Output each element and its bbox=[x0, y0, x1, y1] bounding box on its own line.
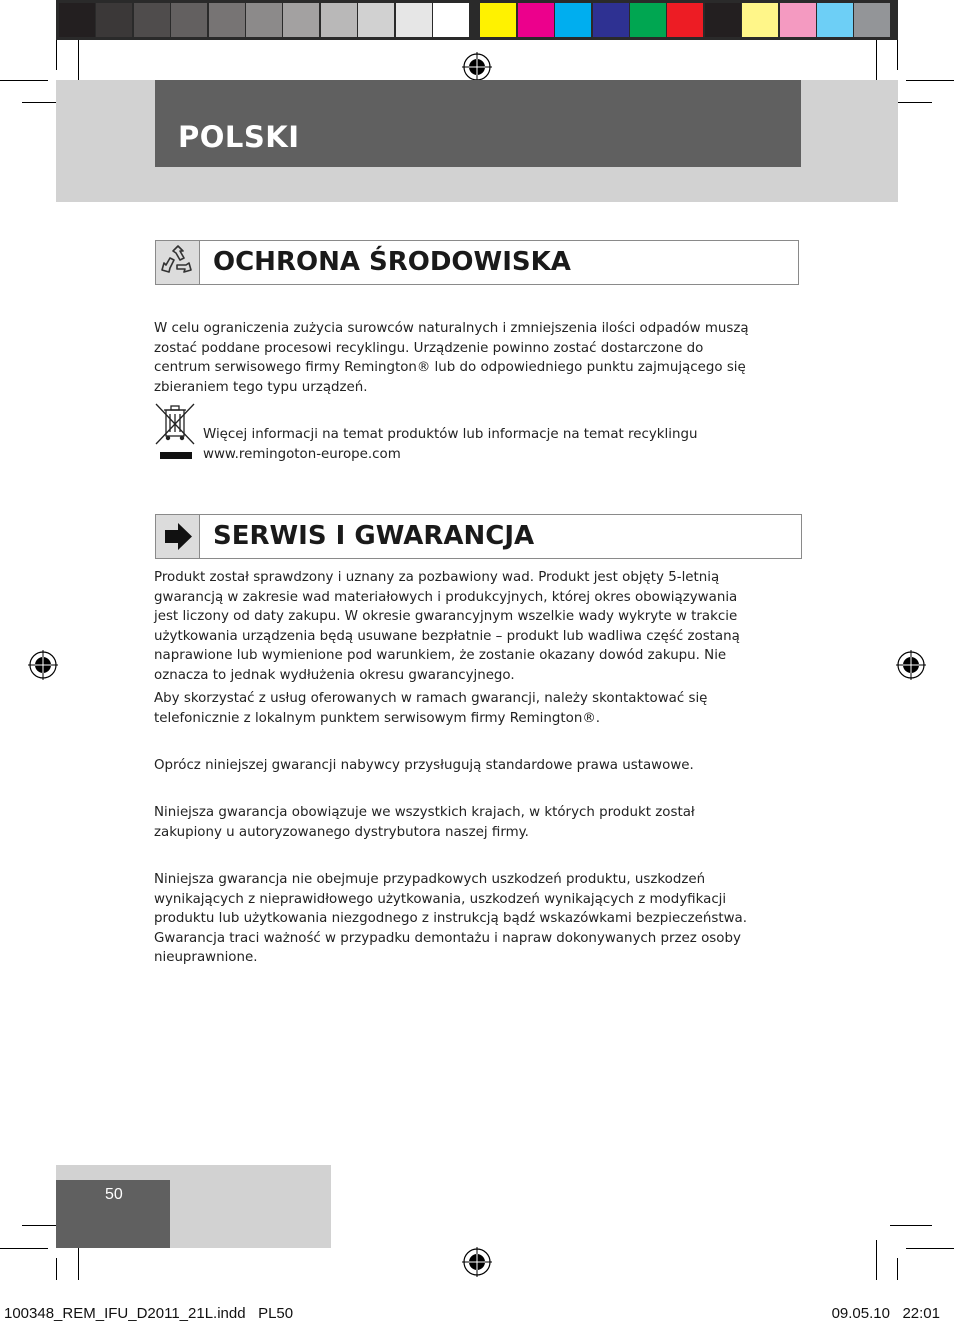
color-swatch bbox=[780, 3, 816, 37]
text-line: użytkowania urządzenia będą usuwane bezpłatnie – produkt lub wadliwa część zostaną bbox=[154, 628, 740, 644]
color-swatch bbox=[321, 3, 357, 37]
color-swatch bbox=[396, 3, 432, 37]
color-swatch bbox=[358, 3, 394, 37]
color-calibration-bar bbox=[56, 0, 898, 40]
text-line: jest liczony od daty zakupu. W okresie gwarancyjnym wszelkie wady wykryte w trakcie bbox=[154, 609, 738, 624]
color-swatch bbox=[209, 3, 245, 37]
color-swatch bbox=[433, 3, 469, 37]
warranty-paragraph-2 bbox=[154, 689, 764, 728]
registration-mark-icon bbox=[462, 1247, 492, 1277]
color-swatch bbox=[817, 3, 853, 37]
registration-mark-icon bbox=[896, 650, 926, 680]
registration-mark-icon bbox=[28, 650, 58, 680]
color-swatch bbox=[518, 3, 554, 37]
text-line: Niniejsza gwarancja obowiązuje we wszystkich krajach, w których produkt został bbox=[154, 805, 695, 820]
section-header-service bbox=[155, 514, 802, 559]
section-header-environment bbox=[155, 240, 799, 285]
color-swatch bbox=[171, 3, 207, 37]
color-swatch bbox=[742, 3, 778, 37]
crop-mark bbox=[56, 40, 57, 70]
text-line: Gwarancja traci ważność w przypadku demontażu i napraw dokonywanych przez osoby bbox=[154, 930, 741, 946]
warranty-paragraph-1 bbox=[154, 568, 764, 685]
color-swatch bbox=[854, 3, 890, 37]
crossed-bin-icon bbox=[154, 402, 198, 462]
crop-mark bbox=[56, 1258, 57, 1280]
color-swatch bbox=[59, 3, 95, 37]
text-line: Oprócz niniejszej gwarancji nabywcy przysługują standardowe prawa ustawowe. bbox=[154, 758, 694, 773]
crop-mark bbox=[897, 1258, 898, 1280]
page-number: 50 bbox=[105, 1186, 123, 1203]
text-line: zakupiony u autoryzowanego dystrybutora naszej firmy. bbox=[154, 824, 529, 840]
text-line: produktu lub użytkowania niezgodnego z instrukcją bądź wskazówkami bezpieczeństwa. bbox=[154, 911, 747, 926]
color-swatch bbox=[480, 3, 516, 37]
text-line: zbieraniem tego typu urządzeń. bbox=[154, 379, 368, 395]
website-link[interactable]: www.remingoton-europe.com bbox=[203, 446, 401, 462]
recycling-info bbox=[203, 425, 763, 464]
color-swatch bbox=[246, 3, 282, 37]
section-title-service: SERWIS I GWARANCJA bbox=[213, 521, 535, 551]
arrow-right-icon bbox=[156, 515, 200, 558]
crop-mark bbox=[906, 1248, 954, 1249]
color-swatch bbox=[630, 3, 666, 37]
text-line: Produkt został sprawdzony i uznany za pozbawiony wad. Produkt jest objęty 5-letnią bbox=[154, 570, 720, 585]
text-line: naprawione lub wymienione pod warunkiem, że zostanie okazany dowód zakupu. Nie bbox=[154, 648, 727, 663]
registration-mark-icon bbox=[462, 52, 492, 82]
crop-mark bbox=[0, 80, 48, 81]
color-swatch bbox=[555, 3, 591, 37]
text-line: W celu ograniczenia zużycia surowców naturalnych i zmniejszenia ilości odpadów muszą bbox=[154, 321, 749, 336]
color-swatch bbox=[593, 3, 629, 37]
text-line: wynikających z nieprawidłowego użytkowania, uszkodzeń wynikających z modyfikacji bbox=[154, 891, 727, 907]
environment-paragraph bbox=[154, 319, 764, 397]
warranty-paragraph-5 bbox=[154, 870, 764, 968]
warranty-paragraph-3 bbox=[154, 756, 764, 776]
date-slug: 09.05.10 22:01 bbox=[831, 1305, 940, 1322]
text-line: zostać poddane procesowi recyklingu. Urządzenie powinno zostać dostarczone do bbox=[154, 340, 704, 356]
color-swatch bbox=[96, 3, 132, 37]
recycle-icon bbox=[156, 241, 200, 284]
crop-mark bbox=[890, 1225, 932, 1226]
text-line: gwarancją w zakresie wad materiałowych i produkcyjnych, której okres obowiązywania bbox=[154, 589, 738, 605]
text-line: nieuprawnione. bbox=[154, 950, 258, 965]
text-line: Aby skorzystać z usług oferowanych w ramach gwarancji, należy skontaktować się bbox=[154, 691, 708, 706]
color-swatch bbox=[705, 3, 741, 37]
text-line: oznacza to jednak wydłużenia okresu gwarancyjnego. bbox=[154, 667, 515, 683]
color-swatch bbox=[134, 3, 170, 37]
color-swatch bbox=[283, 3, 319, 37]
file-slug: 100348_REM_IFU_D2011_21L.indd PL50 bbox=[4, 1305, 294, 1322]
color-swatch bbox=[667, 3, 703, 37]
text-line: Niniejsza gwarancja nie obejmuje przypadkowych uszkodzeń produktu, uszkodzeń bbox=[154, 872, 706, 887]
warranty-paragraph-4 bbox=[154, 803, 764, 842]
text-line: centrum serwisowego firmy Remington® lub do odpowiedniego punktu zajmującego się bbox=[154, 360, 746, 375]
crop-mark bbox=[0, 1248, 48, 1249]
page-title: POLSKI bbox=[178, 120, 300, 154]
crop-mark bbox=[876, 1240, 877, 1280]
crop-mark bbox=[897, 40, 898, 70]
section-title-environment: OCHRONA ŚRODOWISKA bbox=[213, 247, 571, 277]
text-line: Więcej informacji na temat produktów lub informacje na temat recyklingu bbox=[203, 427, 698, 442]
text-line: telefonicznie z lokalnym punktem serwisowym firmy Remington®. bbox=[154, 710, 600, 726]
crop-mark bbox=[906, 80, 954, 81]
